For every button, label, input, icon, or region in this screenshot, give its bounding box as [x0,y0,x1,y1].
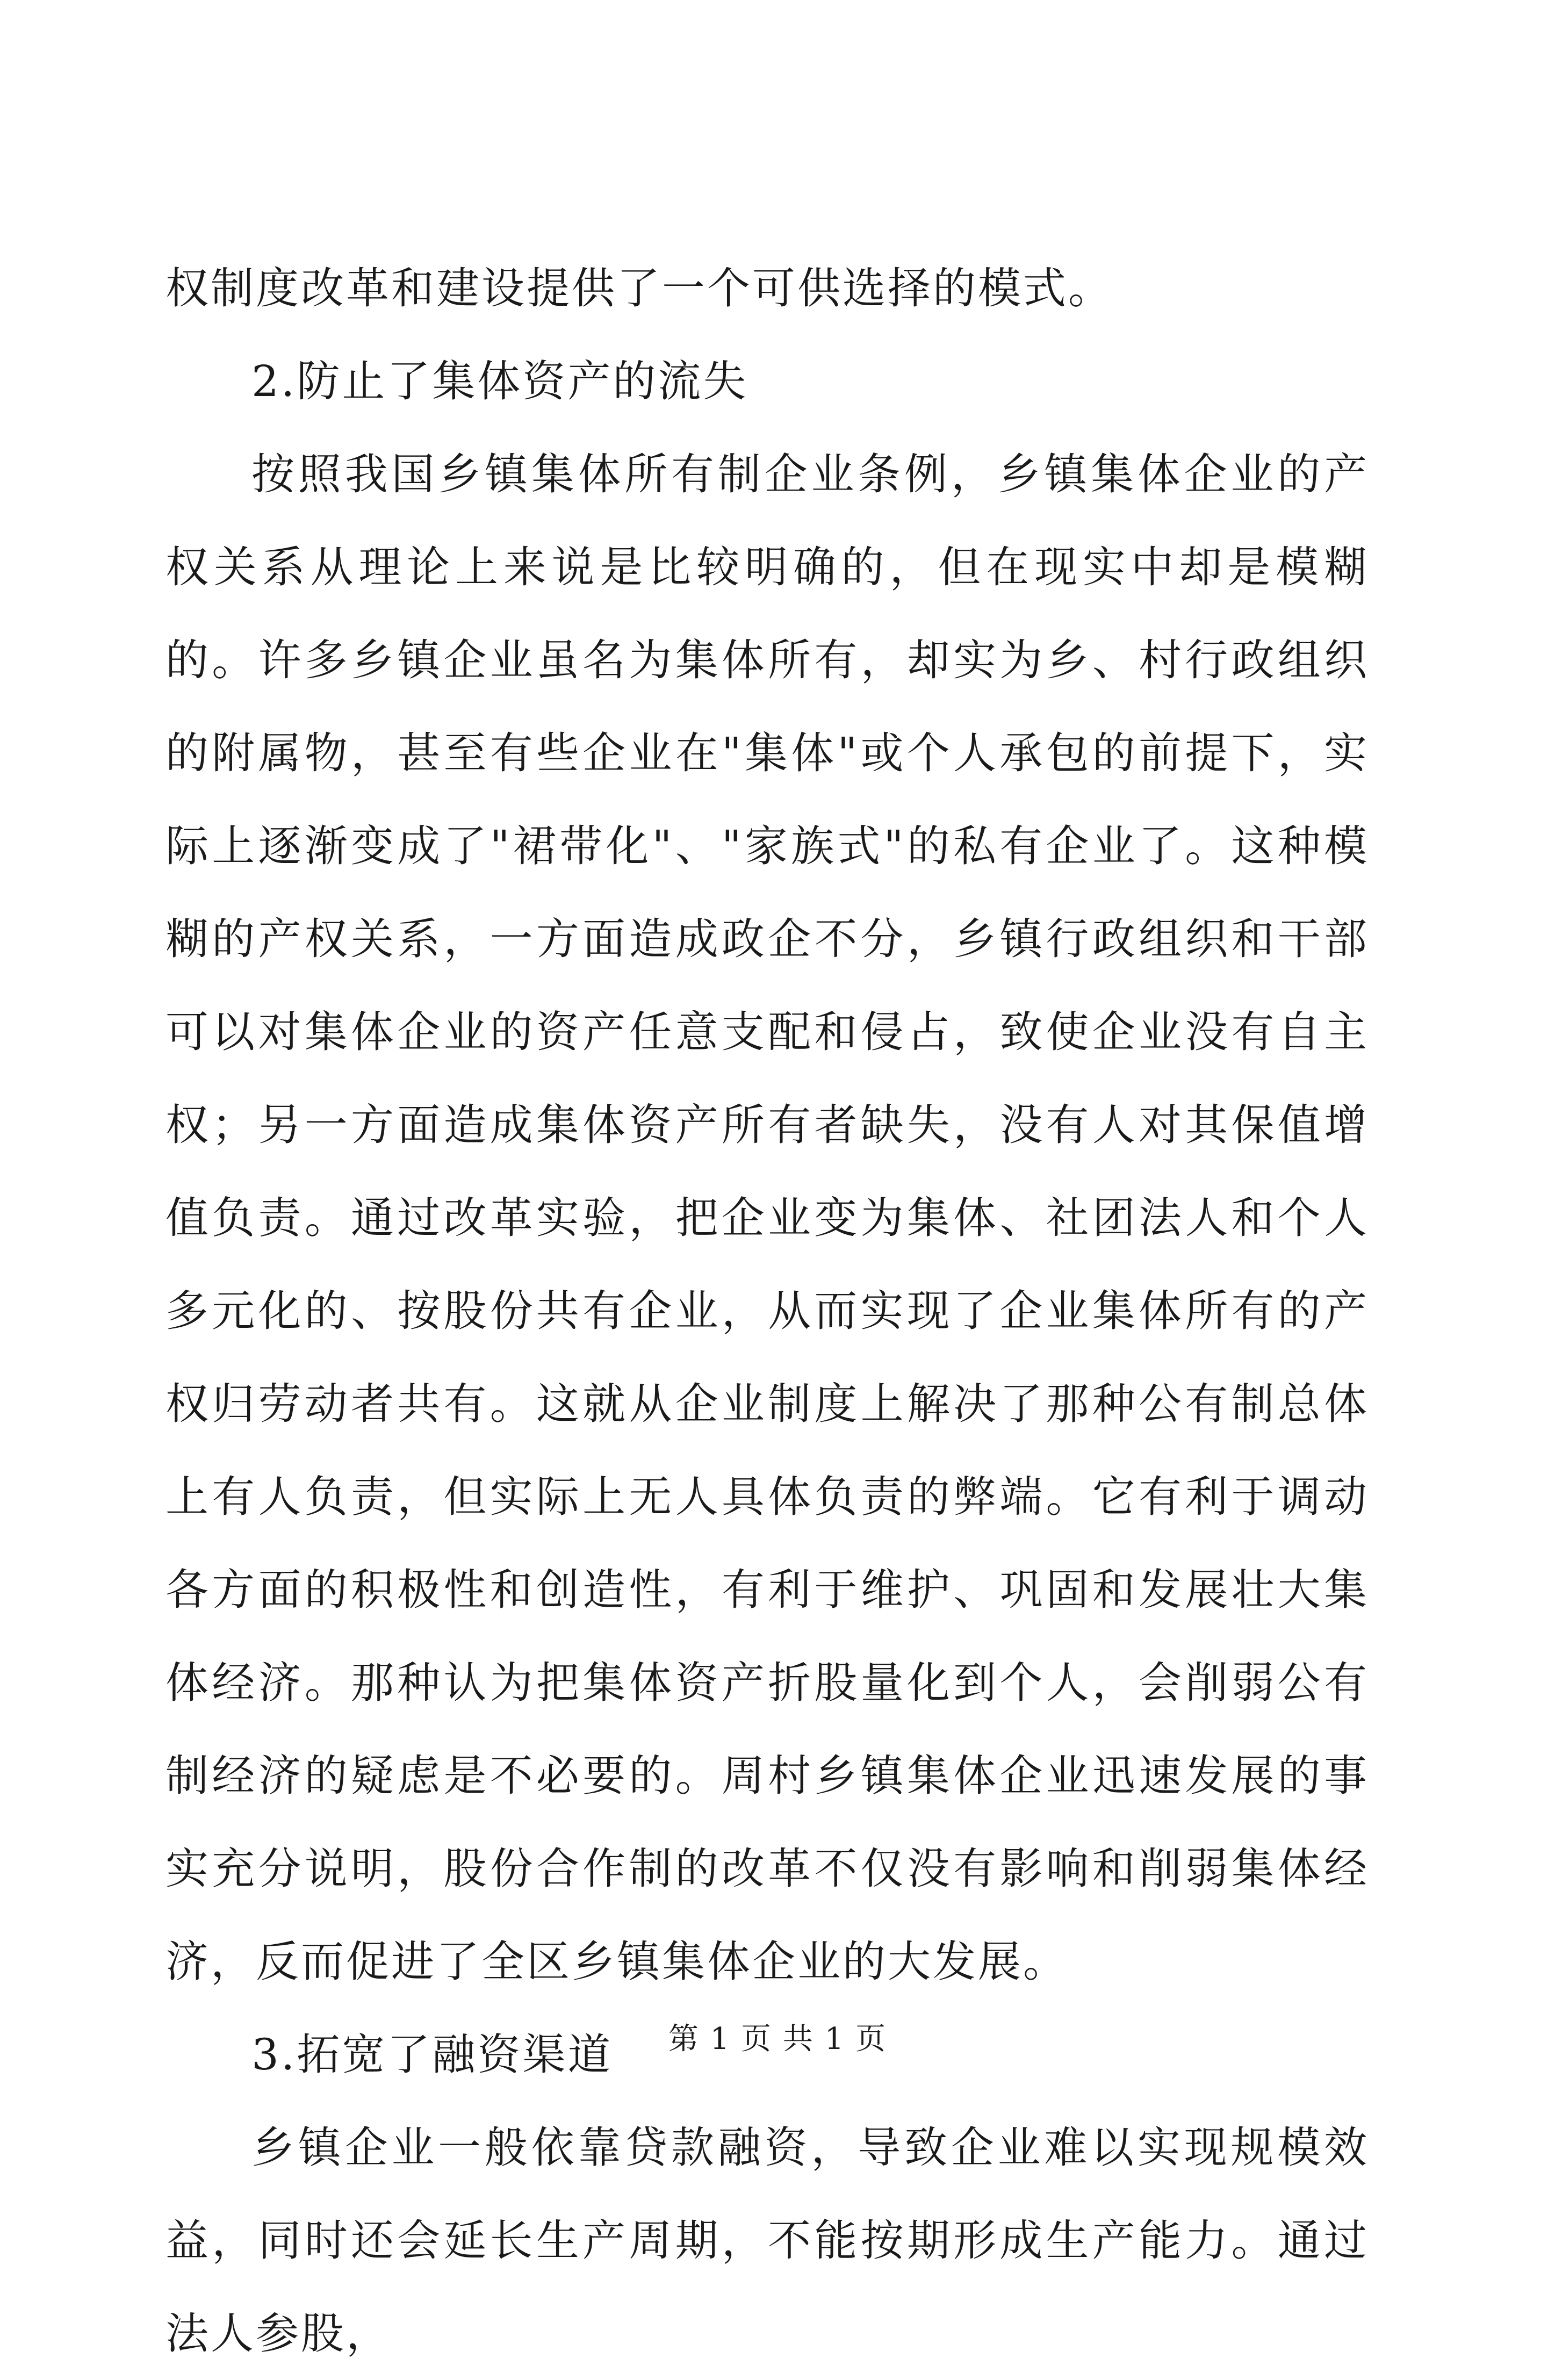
section-heading-2: 2.防止了集体资产的流失 [251,356,748,406]
document-body [165,242,1369,2380]
paragraph-continuation: 权制度改革和建设提供了一个可供选择的模式。 [165,263,1113,313]
paragraph-asset-loss: 按照我国乡镇集体所有制企业条例，乡镇集体企业的产权关系从理论上来说是比较明确的，但在现实中却是模糊的。许多乡镇企业虽名为集体所有，却实为乡、村行政组织的附属物，甚至有些企业在"集体"或个人承包的前提下，实际上逐渐变成了"裙带化"、"家族式"的私有企业了。这种模糊的产权关系，一方面造成政企不分，乡镇行政组织和干部可以对集体企业的资产任意支配和侵占，致使企业没有自主权；另一方面造成集体资产所有者缺失，没有人对其保值增值负责。通过改革实验，把企业变为集体、社团法人和个人多元化的、按股份共有企业，从而实现了企业集体所有的产权归劳动者共有。这就从企业制度上解决了那种公有制总体上有人负责，但实际上无人具体负责的弊端。它有利于调动各方面的积极性和创造性，有利于维护、巩固和发展壮大集体经济。那种认为把集体资产折股量化到个人，会削弱公有制经济的疑虑是不必要的。周村乡镇集体企业迅速发展的事实充分说明，股份合作制的改革不仅没有影响和削弱集体经济，反而促进了全区乡镇集体企业的大发展。 [165,449,1369,1987]
paragraph-financing: 乡镇企业一般依靠贷款融资，导致企业难以实现规模效益，同时还会延长生产周期，不能按期形成生产能力。通过法人参股， [165,2123,1369,2359]
section-heading-3: 3.拓宽了融资渠道 [251,2030,613,2080]
page-footer: 第 1 页 共 1 页 [668,2022,887,2057]
